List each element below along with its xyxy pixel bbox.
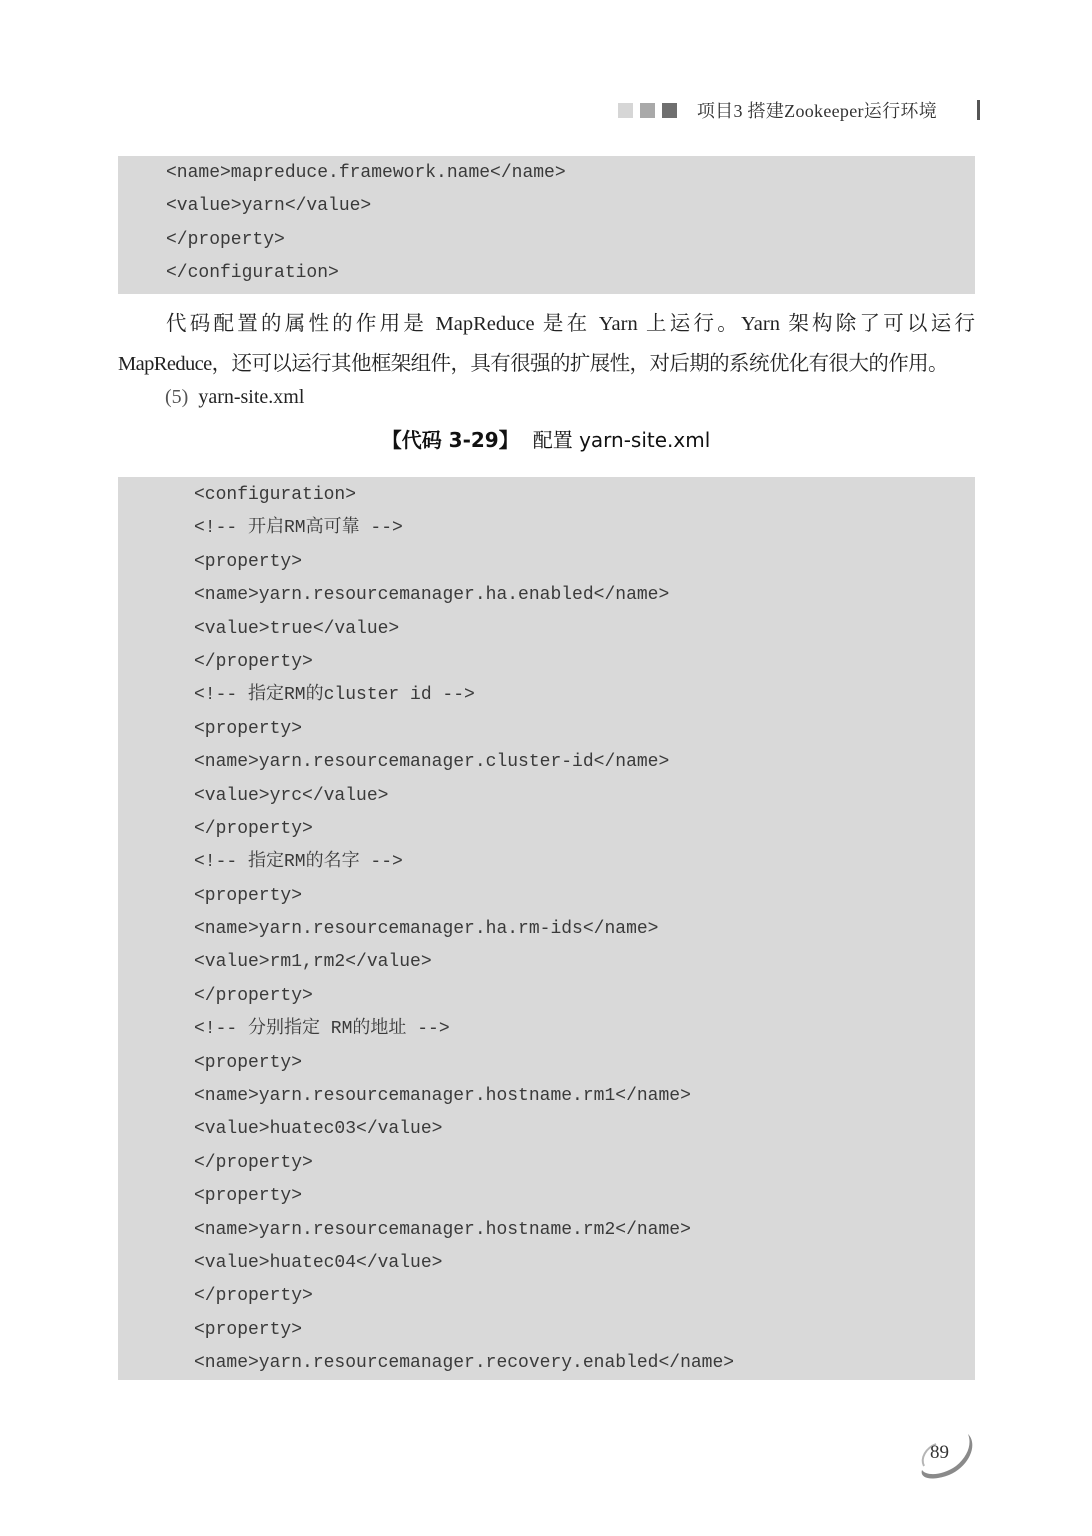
code-line: <name>yarn.resourcemanager.ha.enabled</name> [194, 585, 670, 606]
header-bar-icon [977, 100, 980, 120]
code-line: <value>yrc</value> [194, 785, 389, 806]
code-line: </property> [194, 651, 313, 672]
code-line: <property> [194, 551, 303, 572]
code-line: <property> [194, 1186, 303, 1207]
list-item-number: (5) [165, 386, 189, 408]
code-line: <value>true</value> [194, 618, 400, 639]
list-item [165, 386, 304, 409]
code-line: </property> [194, 1286, 313, 1307]
caption-label: 【代码 3-29】 [381, 428, 519, 452]
body-paragraph [118, 304, 975, 384]
code-line: <name>yarn.resourcemanager.hostname.rm1</name> [194, 1086, 691, 1107]
code-line: </property> [194, 985, 313, 1006]
code-line: <name>yarn.resourcemanager.ha.rm-ids</name> [194, 919, 659, 940]
code-line: <value>rm1,rm2</value> [194, 952, 432, 973]
header-title: 项目3 搭建Zookeeper运行环境 [696, 101, 937, 121]
code-block-yarn-site [118, 477, 975, 1380]
code-line: <value>huatec04</value> [194, 1252, 443, 1273]
code-line: </configuration> [166, 263, 339, 284]
header-square-dark-icon [662, 103, 677, 118]
code-line: <!-- 指定RM的名字 --> [194, 852, 403, 873]
code-line: <configuration> [194, 485, 357, 505]
header-square-light-icon [618, 103, 633, 118]
paragraph-line-1: 代码配置的属性的作用是 MapReduce 是在 Yarn 上运行。Yarn 架构除了可以运行 [166, 313, 975, 335]
code-line: </property> [194, 818, 313, 839]
code-line: </property> [194, 1152, 313, 1173]
page-number: 89 [930, 1442, 949, 1463]
code-line: <property> [194, 718, 303, 739]
caption-title: 配置 yarn-site.xml [532, 428, 711, 452]
page-number-badge [916, 1428, 978, 1484]
code-line: <value>huatec03</value> [194, 1119, 443, 1140]
list-item-text: yarn-site.xml [198, 386, 305, 408]
code-line: <value>yarn</value> [166, 196, 372, 217]
code-line: <name>mapreduce.framework.name</name> [166, 163, 566, 183]
header-square-medium-icon [640, 103, 655, 118]
code-block-mapred [118, 156, 975, 294]
code-line: </property> [166, 229, 285, 250]
code-line: <!-- 开启RM高可靠 --> [194, 518, 403, 539]
code-line: <property> [194, 1319, 303, 1340]
code-caption [0, 424, 1092, 453]
code-line: <name>yarn.resourcemanager.cluster-id</name> [194, 752, 670, 773]
code-line: <name>yarn.resourcemanager.hostname.rm2</name> [194, 1219, 691, 1240]
code-line: <property> [194, 885, 303, 906]
paragraph-line-2: MapReduce，还可以运行其他框架组件，具有很强的扩展性，对后期的系统优化有很大的作用。 [118, 353, 948, 375]
code-line: <!-- 分别指定 RM的地址 --> [194, 1019, 450, 1040]
code-line: <name>yarn.resourcemanager.recovery.enabled</name> [194, 1353, 735, 1374]
running-header [618, 96, 980, 124]
code-line: <property> [194, 1052, 303, 1073]
code-line: <!-- 指定RM的cluster id --> [194, 685, 475, 706]
